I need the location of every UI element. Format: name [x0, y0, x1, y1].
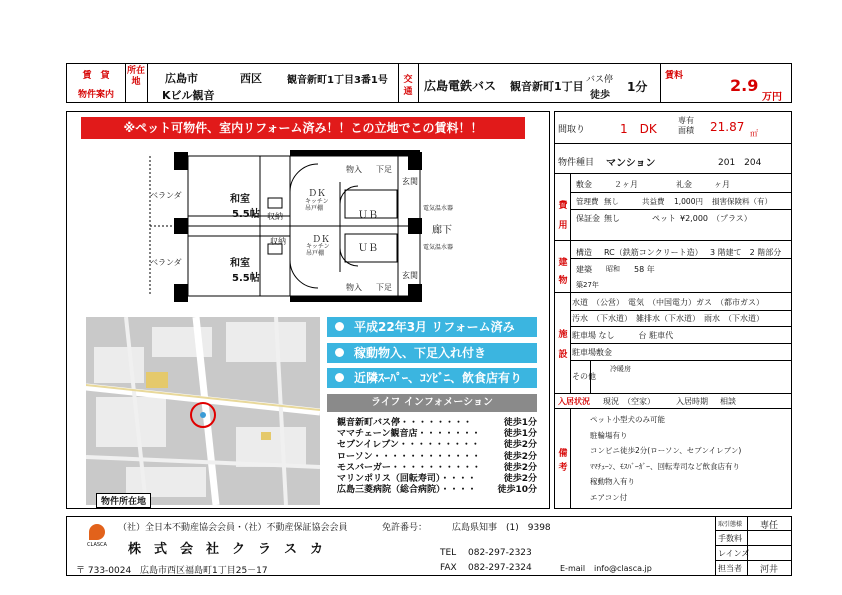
- promo-banner: [81, 117, 525, 139]
- water-heater-label-bottom: 電気温水器: [423, 244, 454, 251]
- license-label: 免許番号：: [382, 523, 428, 533]
- move-in-status: 現況 （空家）: [603, 397, 655, 406]
- guarantee-row: 保証金 無し ペット ¥2,000 （プラス）: [576, 214, 752, 223]
- parking-row: 駐車場 なし 台 駐車代: [572, 331, 674, 340]
- sewage-row: 汚水 （下水道） 雑排水（下水道） 雨水 （下水道）: [572, 314, 764, 323]
- ub-label-bottom: ＵＢ: [358, 243, 378, 254]
- washitsu-size-bottom: 5.5帖: [232, 273, 260, 284]
- bus-line: 広島電鉄バス: [424, 79, 497, 93]
- type-label: 物件種目: [558, 158, 595, 168]
- kitchen-label-top: キッチン 吊戸棚: [305, 198, 329, 212]
- life-info-item: マリンポリス（回転寿司）・・・・ 徒歩2分: [337, 474, 537, 485]
- rains-label: レインズ: [718, 549, 750, 558]
- bus-stop-label: バス停: [586, 75, 614, 85]
- life-info-title: ライフ インフォメーション: [327, 394, 537, 412]
- category-label: 賃 貸 物件案内: [77, 71, 114, 100]
- washitsu-label-top: 和室: [230, 194, 250, 205]
- ub-label-top: ＵＢ: [358, 210, 378, 221]
- company-logo: CLASCA: [84, 522, 110, 554]
- feature-1: 平成22年3月 リフォーム済み: [327, 317, 537, 337]
- rent-value: 2.9: [730, 76, 759, 95]
- promo-text: ※ペット可物件、室内リフォーム済み！！この立地でこの賃料！！: [123, 121, 483, 135]
- floor-plan-drawing: [140, 142, 445, 312]
- type-value: マンション: [606, 158, 656, 169]
- life-info-item: モスバーガー・・・・・・・・・・ 徒歩2分: [337, 462, 537, 473]
- email-address[interactable]: info@clasca.jp: [594, 564, 652, 573]
- life-info-item: 広島三菱病院（総合病院）・・・・ 徒歩10分: [337, 485, 537, 496]
- floor-plan: [140, 142, 445, 312]
- building-age: 築27年: [576, 281, 599, 289]
- company-address: 広島市西区福島町1丁目25－17: [140, 566, 268, 576]
- layout-value: 1 DK: [620, 122, 657, 136]
- rep-label: 担当者: [718, 564, 742, 573]
- remark-item: 駐輪場有り: [590, 430, 628, 440]
- tel-label: TEL: [440, 548, 457, 558]
- deal-type-value: 専任: [760, 521, 779, 531]
- life-info-list: [337, 418, 537, 496]
- life-info-item: 観音新町バス停・・・・・・・・ 徒歩1分: [337, 418, 537, 428]
- area-unit: ㎡: [750, 129, 758, 138]
- rep-name: 河井: [760, 565, 779, 575]
- address-label: 所在地: [127, 66, 146, 87]
- bullet-icon: [335, 348, 344, 357]
- kitchen-label-bottom: キッチン 吊戸棚: [306, 243, 330, 257]
- veranda-label-bottom: ベランダ: [150, 258, 182, 267]
- remarks-list: [590, 412, 741, 505]
- deposit-row: 敷金 ２ヶ月 礼金 ヶ月: [576, 180, 730, 189]
- move-in-time-value: 相談: [720, 397, 736, 406]
- map-location-label: 物件所在地: [96, 493, 151, 508]
- washitsu-label-bottom: 和室: [230, 258, 250, 269]
- bullet-icon: [335, 373, 344, 382]
- area-label: 専有 面積: [678, 116, 694, 135]
- remark-item: 稼動物入有り: [590, 477, 635, 486]
- rent-unit: 万円: [762, 92, 782, 103]
- washitsu-size-top: 5.5帖: [232, 209, 260, 220]
- move-in-time-label: 入居時期: [676, 397, 708, 406]
- storage-label-top: 収納: [267, 212, 283, 221]
- veranda-label-top: ベランダ: [150, 191, 182, 200]
- life-info-item: ママチェーン観音店・・・・・・・ 徒歩1分: [337, 429, 537, 440]
- tel-number: 082-297-2323: [468, 548, 532, 558]
- feature-3: 近隣ｽｰﾊﾟｰ、ｺﾝﾋﾞﾆ、飲食店有り: [327, 368, 537, 388]
- remarks-label: 備考: [558, 449, 568, 473]
- fax-label: FAX: [440, 563, 457, 573]
- storage-label-bottom: 収納: [270, 237, 286, 246]
- transport-label: 交通: [403, 75, 413, 97]
- facility-label: 施設: [558, 330, 568, 360]
- corridor-label: 廊下: [432, 225, 452, 236]
- room-numbers: 201 204: [718, 158, 762, 168]
- life-info-item: ローソン・・・・・・・・・・・・ 徒歩2分: [337, 451, 537, 462]
- entrance-label-top: 玄関: [402, 177, 418, 186]
- area-value: 21.87: [710, 120, 745, 134]
- bullet-icon: [335, 322, 344, 331]
- water-heater-label-top: 電気温水器: [423, 205, 454, 212]
- logo-mark-icon: [89, 524, 105, 540]
- rent-label: 賃料: [665, 71, 684, 81]
- postal-code: 〒 733-0024: [76, 566, 132, 576]
- fee-label: 手数料: [718, 534, 742, 543]
- shoebox-top: 下足: [376, 165, 392, 174]
- bus-stop-name: 観音新町1丁目: [510, 80, 584, 93]
- walk-minutes: 1分: [627, 80, 648, 94]
- entrance-label-bottom: 玄関: [402, 271, 418, 280]
- storage-bottom: 物入: [346, 283, 362, 292]
- city: 広島市: [165, 72, 198, 85]
- ward: 西区: [240, 72, 262, 85]
- building-name: Kビル観音: [162, 89, 215, 102]
- building-label: 建物: [558, 258, 568, 286]
- license-value: 広島県知事 (1) 9398: [452, 523, 551, 533]
- life-info-item: セブンイレブン・・・・・・・・・ 徒歩2分: [337, 440, 537, 451]
- dk-label-top: ＤＫ: [308, 189, 327, 199]
- remark-item: コンビニ徒歩2分(ローソン、セブンイレブン): [590, 446, 742, 455]
- water-row: 水道 （公営） 電気 （中国電力）ガス （都市ガス）: [572, 298, 764, 307]
- built-row: 建築 昭和 58 年: [576, 265, 655, 274]
- remark-item: エアコン付: [590, 492, 628, 502]
- street-address: 観音新町1丁目3番1号: [287, 75, 388, 86]
- storage-top: 物入: [346, 165, 362, 174]
- structure-row: 構造 RC（鉄筋コンクリート造） 3 階建て 2 階部分: [576, 248, 782, 257]
- location-map: [86, 317, 320, 505]
- remark-item: ﾏﾏﾁｪｰﾝ、ﾓｽﾊﾞｰｶﾞｰ、回転寿司など飲食店有り: [590, 461, 740, 471]
- move-in-label: 入居状況: [558, 397, 590, 406]
- walk-label: 徒歩: [590, 90, 610, 101]
- email-label: E-mail: [560, 564, 586, 573]
- parking-deposit-row: 駐車場敷金: [572, 348, 612, 357]
- layout-label: 間取り: [558, 125, 586, 135]
- dk-label-bottom: ＤＫ: [312, 235, 331, 245]
- shoebox-bottom: 下足: [376, 283, 392, 292]
- fax-number: 082-297-2324: [468, 563, 532, 573]
- company-name: 株 式 会 社 ク ラ ス カ: [128, 542, 324, 557]
- management-row: 管理費 無し 共益費 1,000円 損害保険料（有）: [576, 197, 772, 206]
- association-text: （社）全日本不動産協会会員・（社）不動産保証協会会員: [118, 523, 348, 533]
- other-label: その他: [572, 372, 596, 381]
- cost-label: 費用: [558, 201, 568, 231]
- deal-type-label: 取引態様: [718, 521, 743, 528]
- feature-2: 稼動物入、下足入れ付き: [327, 343, 537, 363]
- remark-item: ペット小型犬のみ可能: [590, 415, 665, 424]
- other-value: 冷暖房: [610, 365, 631, 373]
- map-drawing: [86, 317, 320, 505]
